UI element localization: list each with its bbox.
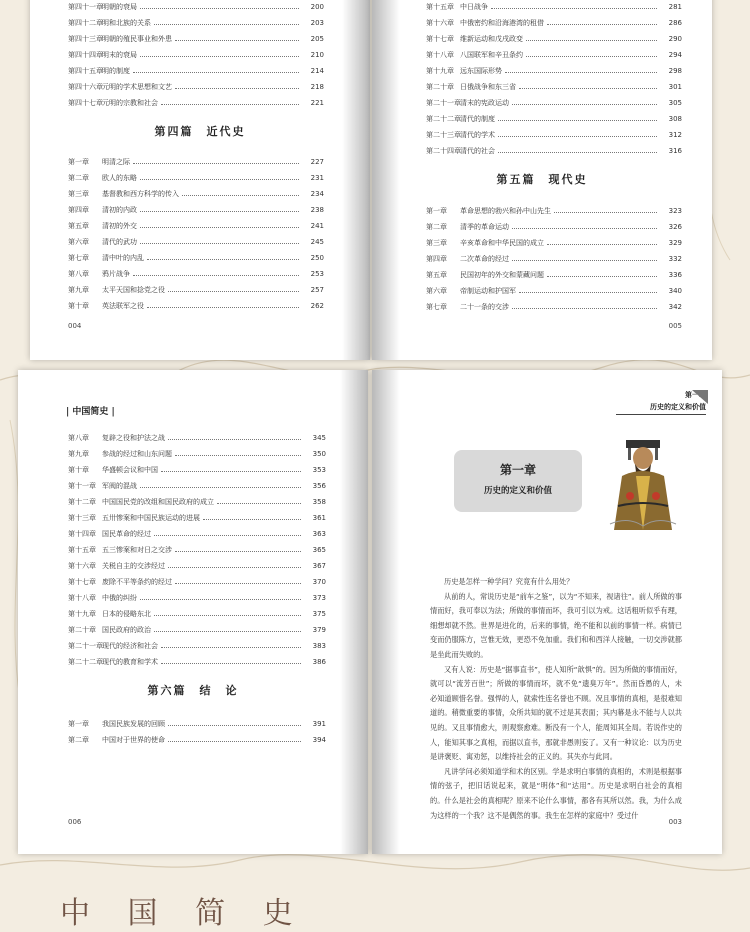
toc-leader-dots xyxy=(140,207,299,212)
toc-entry xyxy=(68,186,324,202)
toc-leader-dots xyxy=(147,303,299,308)
toc-chapter-title: 废除不平等条约的经过 xyxy=(102,578,172,586)
toc-chapter-title: 国民政府的政治 xyxy=(102,626,151,634)
toc-page-number: 342 xyxy=(668,303,682,311)
toc-page-number: 353 xyxy=(312,466,326,474)
toc-chapter-title: 远东国际形势 xyxy=(460,67,502,75)
toc-page-number: 365 xyxy=(312,546,326,554)
toc-chapter-number: 第十七章 xyxy=(68,578,96,586)
toc-leader-dots xyxy=(182,191,299,196)
toc-page-number: 363 xyxy=(312,530,326,538)
toc-chapter-title: 五卅惨案和中国民族运动的进展 xyxy=(102,514,200,522)
toc-chapter-title: 明朝的殖民事业和外患 xyxy=(102,35,172,43)
toc-leader-dots xyxy=(519,288,657,293)
toc-page-number: 262 xyxy=(310,302,324,310)
toc-entry xyxy=(68,266,324,282)
toc-chapter-number: 第四十五章 xyxy=(68,67,103,75)
toc-leader-dots xyxy=(154,531,301,536)
toc-page-number: 218 xyxy=(310,83,324,91)
toc-leader-dots xyxy=(547,272,657,277)
toc-chapter-number: 第十七章 xyxy=(426,35,454,43)
toc-chapter-title: 我国民族发展的回顾 xyxy=(102,720,165,728)
chapter-number: 第一章 xyxy=(499,463,536,477)
toc-chapter-number: 第十一章 xyxy=(68,482,96,490)
toc-page-left-bottom xyxy=(18,370,368,854)
toc-entry xyxy=(68,558,326,574)
toc-leader-dots xyxy=(175,84,299,89)
toc-chapter-number: 第十六章 xyxy=(426,19,454,27)
toc-chapter-title: 清初的外交 xyxy=(102,222,137,230)
toc-chapter-title: 现代的经济和社会 xyxy=(102,642,158,650)
toc-entry xyxy=(426,127,682,143)
toc-entry xyxy=(426,95,682,111)
toc-chapter-title: 鸦片战争 xyxy=(102,270,130,278)
toc-chapter-number: 第四章 xyxy=(68,206,89,214)
toc-entry xyxy=(68,526,326,542)
toc-chapter-title: 民国初年的外交和蒙藏问题 xyxy=(460,271,544,279)
toc-page-number: 370 xyxy=(312,578,326,586)
toc-entry xyxy=(426,235,682,251)
toc-leader-dots xyxy=(547,20,657,25)
toc-entry xyxy=(68,202,324,218)
toc-entry xyxy=(68,510,326,526)
toc-chapter-number: 第十二章 xyxy=(68,498,96,506)
toc-chapter-number: 第九章 xyxy=(68,286,89,294)
toc-chapter-title: 复辟之役和护法之战 xyxy=(102,434,165,442)
toc-chapter-title: 中国国民党的改组和国民政府的成立 xyxy=(102,498,214,506)
toc-chapter-number: 第十章 xyxy=(68,302,89,310)
toc-leader-dots xyxy=(161,467,301,472)
toc-chapter-title: 中日战争 xyxy=(460,3,488,11)
toc-entry xyxy=(426,79,682,95)
toc-page-number: 238 xyxy=(310,206,324,214)
toc-chapter-title: 中国对于世界的使命 xyxy=(102,736,165,744)
toc-page-number: 214 xyxy=(310,67,324,75)
toc-chapter-number: 第四十三章 xyxy=(68,35,103,43)
running-header-chapter: 第一章 xyxy=(685,391,706,399)
toc-leader-dots xyxy=(491,4,657,9)
book-title-header: | 中国简史 | xyxy=(66,407,115,417)
toc-chapter-number: 第三章 xyxy=(426,239,447,247)
toc-chapter-number: 第一章 xyxy=(426,207,447,215)
toc-chapter-number: 第四十一章 xyxy=(68,3,103,11)
toc-entry xyxy=(426,47,682,63)
toc-entry xyxy=(68,47,324,63)
toc-page-number: 340 xyxy=(668,287,682,295)
toc-chapter-number: 第十九章 xyxy=(426,67,454,75)
toc-page-number: 358 xyxy=(312,498,326,506)
toc-chapter-number: 第二章 xyxy=(68,736,89,744)
page-number: 004 xyxy=(68,322,82,330)
toc-chapter-title: 维新运动和戊戌政变 xyxy=(460,35,523,43)
toc-chapter-title: 中俄的纠纷 xyxy=(102,594,137,602)
toc-entry xyxy=(426,299,682,315)
toc-entry xyxy=(426,63,682,79)
toc-leader-dots xyxy=(140,4,299,9)
toc-chapter-title: 参战的经过和山东问题 xyxy=(102,450,172,458)
toc-chapter-number: 第六章 xyxy=(68,238,89,246)
toc-chapter-number: 第二十一章 xyxy=(426,99,461,107)
toc-chapter-title: 元明的学术思想和文艺 xyxy=(102,83,172,91)
toc-leader-dots xyxy=(512,304,657,309)
toc-page-right-top xyxy=(372,0,712,360)
running-header-title: 历史的定义和价值 xyxy=(650,403,706,411)
toc-leader-dots xyxy=(140,483,301,488)
toc-page-number: 227 xyxy=(310,158,324,166)
toc-chapter-number: 第二十章 xyxy=(68,626,96,634)
toc-chapter-title: 现代的教育和学术 xyxy=(102,658,158,666)
toc-chapter-number: 第二十四章 xyxy=(426,147,461,155)
toc-entry xyxy=(68,590,326,606)
toc-page-left-top xyxy=(30,0,370,360)
part-title: 第六篇 结 论 xyxy=(147,684,239,697)
toc-page-number: 323 xyxy=(668,207,682,215)
toc-page-number: 361 xyxy=(312,514,326,522)
toc-page-number: 221 xyxy=(310,99,324,107)
running-header xyxy=(616,390,706,415)
toc-page-number: 367 xyxy=(312,562,326,570)
toc-entry xyxy=(68,234,324,250)
toc-leader-dots xyxy=(168,287,299,292)
toc-leader-dots xyxy=(168,721,301,726)
toc-chapter-number: 第十八章 xyxy=(426,51,454,59)
toc-leader-dots xyxy=(526,36,657,41)
toc-entry xyxy=(426,0,682,15)
calligraphy-title: 中 国 简 史 xyxy=(60,896,307,931)
toc-page-number: 294 xyxy=(668,51,682,59)
toc-chapter-title: 辛亥革命和中华民国的成立 xyxy=(460,239,544,247)
toc-chapter-number: 第三章 xyxy=(68,190,89,198)
toc-chapter-title: 帝制运动和护国军 xyxy=(460,287,516,295)
toc-entry xyxy=(426,219,682,235)
toc-page-number: 345 xyxy=(312,434,326,442)
page-number: 005 xyxy=(668,322,682,330)
toc-page-number: 290 xyxy=(668,35,682,43)
toc-leader-dots xyxy=(161,100,299,105)
toc-chapter-title: 清代的制度 xyxy=(460,115,495,123)
toc-entry xyxy=(426,267,682,283)
toc-entry xyxy=(68,542,326,558)
toc-chapter-title: 二次革命的经过 xyxy=(460,255,509,263)
toc-page-number: 301 xyxy=(668,83,682,91)
toc-entry xyxy=(426,143,682,159)
toc-chapter-title: 军阀的混战 xyxy=(102,482,137,490)
toc-chapter-number: 第十八章 xyxy=(68,594,96,602)
toc-entry xyxy=(68,154,324,170)
toc-page-number: 316 xyxy=(668,147,682,155)
toc-entry xyxy=(68,282,324,298)
toc-page-number: 329 xyxy=(668,239,682,247)
toc-leader-dots xyxy=(140,595,301,600)
toc-leader-dots xyxy=(154,611,301,616)
toc-page-number: 332 xyxy=(668,255,682,263)
body-paragraph: 又有人说：历史是“据事直书”，使人知所“歆惧”的。因为所做的事情而好，就可以“流芳百世”；所做的事情而坏，就不免“遗臭万年”。然而昏愚的人，未必知道顾惜名誉。强悍的人，就索性连名誉也不顾。况且事情的真相，是很难知道的。稍微重要的事情，众所共知的就不过是其表面；其内幕是永不能与人以共见的。又且事情愈大，则观察愈难。断没有一个人，能周知其全局。若说作史的人，能知其事之真相，而据以直书，那就非愚则妄了。又有一种议论：以为历史是讲褒贬、寓劝惩，以维持社会的正义的。其失亦与此同。 xyxy=(430,664,682,762)
toc-chapter-number: 第四十二章 xyxy=(68,19,103,27)
toc-chapter-title: 五三惨案和对日之交涉 xyxy=(102,546,172,554)
toc-chapter-title: 二十一条的交涉 xyxy=(460,303,509,311)
toc-entry xyxy=(68,31,324,47)
toc-leader-dots xyxy=(168,563,301,568)
toc-chapter-number: 第八章 xyxy=(68,434,89,442)
toc-chapter-title: 元明的宗教和社会 xyxy=(102,99,158,107)
toc-chapter-number: 第五章 xyxy=(68,222,89,230)
toc-chapter-number: 第十五章 xyxy=(68,546,96,554)
toc-leader-dots xyxy=(133,159,299,164)
toc-page-number: 383 xyxy=(312,642,326,650)
toc-entry xyxy=(68,654,326,670)
toc-chapter-number: 第十九章 xyxy=(68,610,96,618)
toc-leader-dots xyxy=(498,148,657,153)
toc-page-number: 298 xyxy=(668,67,682,75)
toc-page-number: 356 xyxy=(312,482,326,490)
page-gutter-shadow xyxy=(372,370,400,854)
toc-page-number: 241 xyxy=(310,222,324,230)
toc-entry xyxy=(426,15,682,31)
toc-entry xyxy=(426,283,682,299)
toc-chapter-title: 明朝的衰局 xyxy=(102,3,137,11)
toc-leader-dots xyxy=(147,255,299,260)
toc-leader-dots xyxy=(554,208,657,213)
toc-page-number: 234 xyxy=(310,190,324,198)
toc-leader-dots xyxy=(217,499,301,504)
toc-chapter-number: 第七章 xyxy=(68,254,89,262)
toc-leader-dots xyxy=(140,52,299,57)
toc-page-number: 312 xyxy=(668,131,682,139)
toc-entry xyxy=(68,462,326,478)
toc-chapter-title: 明清之际 xyxy=(102,158,130,166)
toc-entry xyxy=(68,430,326,446)
chapter-title-box xyxy=(454,450,582,512)
page-gutter-shadow xyxy=(340,370,368,854)
toc-chapter-title: 清末的宪政运动 xyxy=(460,99,509,107)
toc-chapter-title: 基督教和西方科学的传入 xyxy=(102,190,179,198)
toc-chapter-number: 第十三章 xyxy=(68,514,96,522)
toc-leader-dots xyxy=(133,271,299,276)
toc-chapter-title: 日俄战争和东三省 xyxy=(460,83,516,91)
toc-chapter-title: 日本的侵略东北 xyxy=(102,610,151,618)
toc-leader-dots xyxy=(512,224,657,229)
toc-entry xyxy=(68,79,324,95)
toc-leader-dots xyxy=(526,52,657,57)
toc-chapter-number: 第二十一章 xyxy=(68,642,103,650)
toc-page-number: 210 xyxy=(310,51,324,59)
toc-entry xyxy=(68,95,324,111)
toc-leader-dots xyxy=(175,36,299,41)
toc-leader-dots xyxy=(512,256,657,261)
chapter-body-text xyxy=(430,575,682,823)
toc-leader-dots xyxy=(505,68,657,73)
toc-page-number: 257 xyxy=(310,286,324,294)
toc-page-number: 203 xyxy=(310,19,324,27)
toc-chapter-title: 明和北族的关系 xyxy=(102,19,151,27)
toc-chapter-number: 第十六章 xyxy=(68,562,96,570)
toc-page-number: 253 xyxy=(310,270,324,278)
toc-leader-dots xyxy=(161,643,301,648)
toc-chapter-number: 第二章 xyxy=(68,174,89,182)
toc-entry xyxy=(68,622,326,638)
toc-chapter-title: 欧人的东略 xyxy=(102,174,137,182)
toc-leader-dots xyxy=(161,659,301,664)
toc-entry xyxy=(426,203,682,219)
chapter-opening-page xyxy=(372,370,722,854)
toc-chapter-title: 清初的内政 xyxy=(102,206,137,214)
toc-chapter-title: 清代的社会 xyxy=(460,147,495,155)
toc-leader-dots xyxy=(154,20,299,25)
body-paragraph: 从前的人，常说历史是“前车之鉴”，以为“不知来，视诸往”。前人所做的事情而好，我可奉以为法；所做的事情而坏，我可引以为戒。这话粗听似乎有理，细想却就不然。世界是进化的，后来的事情，绝不能和以前的事情一样。病情已变而仍服陈方，岂惟无效，更恐不免加重。我们和和西洋人接触，一切交涉就都是坐此而失败的。 xyxy=(430,591,682,659)
toc-chapter-number: 第二十章 xyxy=(426,83,454,91)
toc-leader-dots xyxy=(133,68,299,73)
toc-leader-dots xyxy=(175,547,301,552)
toc-entry xyxy=(426,111,682,127)
toc-page-number: 286 xyxy=(668,19,682,27)
toc-leader-dots xyxy=(512,100,657,105)
toc-chapter-title: 华盛顿会议和中国 xyxy=(102,466,158,474)
page-gutter-shadow xyxy=(342,0,370,360)
toc-chapter-number: 第一章 xyxy=(68,158,89,166)
toc-leader-dots xyxy=(498,132,657,137)
toc-leader-dots xyxy=(547,240,657,245)
body-paragraph: 凡讲学问必须知道学和术的区别。学是求明白事情的真相的，术则是根据事情的弦子，把旧话说起来，就是“明体”和“达用”。历史是求明白社会的真相的。什么是社会的真相呢？原来不论什么事情，都各有其所以然。我，为什么成为这样的一个我？这不是偶然的事。我生在怎样的家庭中？受过什 xyxy=(430,766,682,820)
toc-entry xyxy=(68,732,326,748)
toc-leader-dots xyxy=(168,435,301,440)
toc-chapter-title: 革命思想的勃兴和孙中山先生 xyxy=(460,207,551,215)
toc-entry xyxy=(426,251,682,267)
toc-chapter-number: 第四十四章 xyxy=(68,51,103,59)
toc-entry xyxy=(68,478,326,494)
toc-leader-dots xyxy=(140,223,299,228)
toc-chapter-title: 清季的革命运动 xyxy=(460,223,509,231)
toc-page-number: 391 xyxy=(312,720,326,728)
toc-chapter-number: 第四章 xyxy=(426,255,447,263)
toc-entry xyxy=(68,170,324,186)
toc-page-number: 386 xyxy=(312,658,326,666)
toc-entry xyxy=(68,63,324,79)
toc-chapter-title: 英法联军之役 xyxy=(102,302,144,310)
toc-chapter-title: 中俄密约和沿海港湾的租借 xyxy=(460,19,544,27)
toc-entry xyxy=(68,15,324,31)
toc-chapter-number: 第九章 xyxy=(68,450,89,458)
toc-page-number: 281 xyxy=(668,3,682,11)
toc-leader-dots xyxy=(168,737,301,742)
part-title: 第四篇 近代史 xyxy=(154,125,246,138)
toc-leader-dots xyxy=(154,627,301,632)
toc-entry xyxy=(68,494,326,510)
toc-chapter-title: 清中叶的内乱 xyxy=(102,254,144,262)
toc-page-number: 305 xyxy=(668,99,682,107)
toc-entry xyxy=(68,218,324,234)
toc-page-number: 308 xyxy=(668,115,682,123)
toc-chapter-number: 第五章 xyxy=(426,271,447,279)
toc-page-number: 245 xyxy=(310,238,324,246)
toc-chapter-number: 第一章 xyxy=(68,720,89,728)
toc-chapter-number: 第四十六章 xyxy=(68,83,103,91)
toc-page-number: 379 xyxy=(312,626,326,634)
toc-entry xyxy=(68,298,324,314)
toc-chapter-number: 第十五章 xyxy=(426,3,454,11)
corner-triangle-icon xyxy=(692,390,708,404)
toc-page-number: 375 xyxy=(312,610,326,618)
toc-chapter-title: 清代的学术 xyxy=(460,131,495,139)
toc-entry xyxy=(68,250,324,266)
toc-chapter-title: 清代的武功 xyxy=(102,238,137,246)
toc-page-number: 205 xyxy=(310,35,324,43)
body-paragraph: 历史是怎样一种学问？究竟有什么用处？ xyxy=(444,577,574,586)
toc-page-number: 350 xyxy=(312,450,326,458)
toc-page-number: 326 xyxy=(668,223,682,231)
page-number: 006 xyxy=(68,818,82,826)
toc-entry xyxy=(68,716,326,732)
toc-chapter-number: 第二十三章 xyxy=(426,131,461,139)
toc-chapter-number: 第八章 xyxy=(68,270,89,278)
toc-entry xyxy=(426,31,682,47)
toc-page-number: 231 xyxy=(310,174,324,182)
toc-leader-dots xyxy=(140,175,299,180)
toc-entry xyxy=(68,606,326,622)
toc-chapter-title: 国民革命的经过 xyxy=(102,530,151,538)
part-title: 第五篇 现代史 xyxy=(496,173,588,186)
toc-leader-dots xyxy=(203,515,301,520)
toc-entry xyxy=(68,0,324,15)
toc-page-number: 394 xyxy=(312,736,326,744)
toc-page-number: 336 xyxy=(668,271,682,279)
toc-page-number: 250 xyxy=(310,254,324,262)
emperor-portrait-illustration xyxy=(608,436,678,532)
toc-chapter-title: 关税自主的交涉经过 xyxy=(102,562,165,570)
toc-chapter-number: 第六章 xyxy=(426,287,447,295)
toc-chapter-number: 第十章 xyxy=(68,466,89,474)
toc-entry xyxy=(68,638,326,654)
toc-entry xyxy=(68,574,326,590)
toc-chapter-number: 第七章 xyxy=(426,303,447,311)
chapter-title: 历史的定义和价值 xyxy=(483,486,552,496)
toc-chapter-number: 第四十七章 xyxy=(68,99,103,107)
page-number: 003 xyxy=(668,818,682,826)
toc-page-number: 200 xyxy=(310,3,324,11)
toc-leader-dots xyxy=(140,239,299,244)
toc-leader-dots xyxy=(175,451,301,456)
toc-chapter-title: 八国联军和辛丑条约 xyxy=(460,51,523,59)
toc-entry xyxy=(68,446,326,462)
toc-leader-dots xyxy=(498,116,657,121)
toc-chapter-number: 第二十二章 xyxy=(426,115,461,123)
toc-chapter-number: 第二十二章 xyxy=(68,658,103,666)
toc-chapter-title: 太平天国和捻党之役 xyxy=(102,286,165,294)
toc-leader-dots xyxy=(175,579,301,584)
toc-chapter-number: 第二章 xyxy=(426,223,447,231)
toc-chapter-title: 明的制度 xyxy=(102,67,130,75)
toc-leader-dots xyxy=(519,84,657,89)
toc-page-number: 373 xyxy=(312,594,326,602)
toc-chapter-title: 明末的衰局 xyxy=(102,51,137,59)
toc-chapter-number: 第十四章 xyxy=(68,530,96,538)
